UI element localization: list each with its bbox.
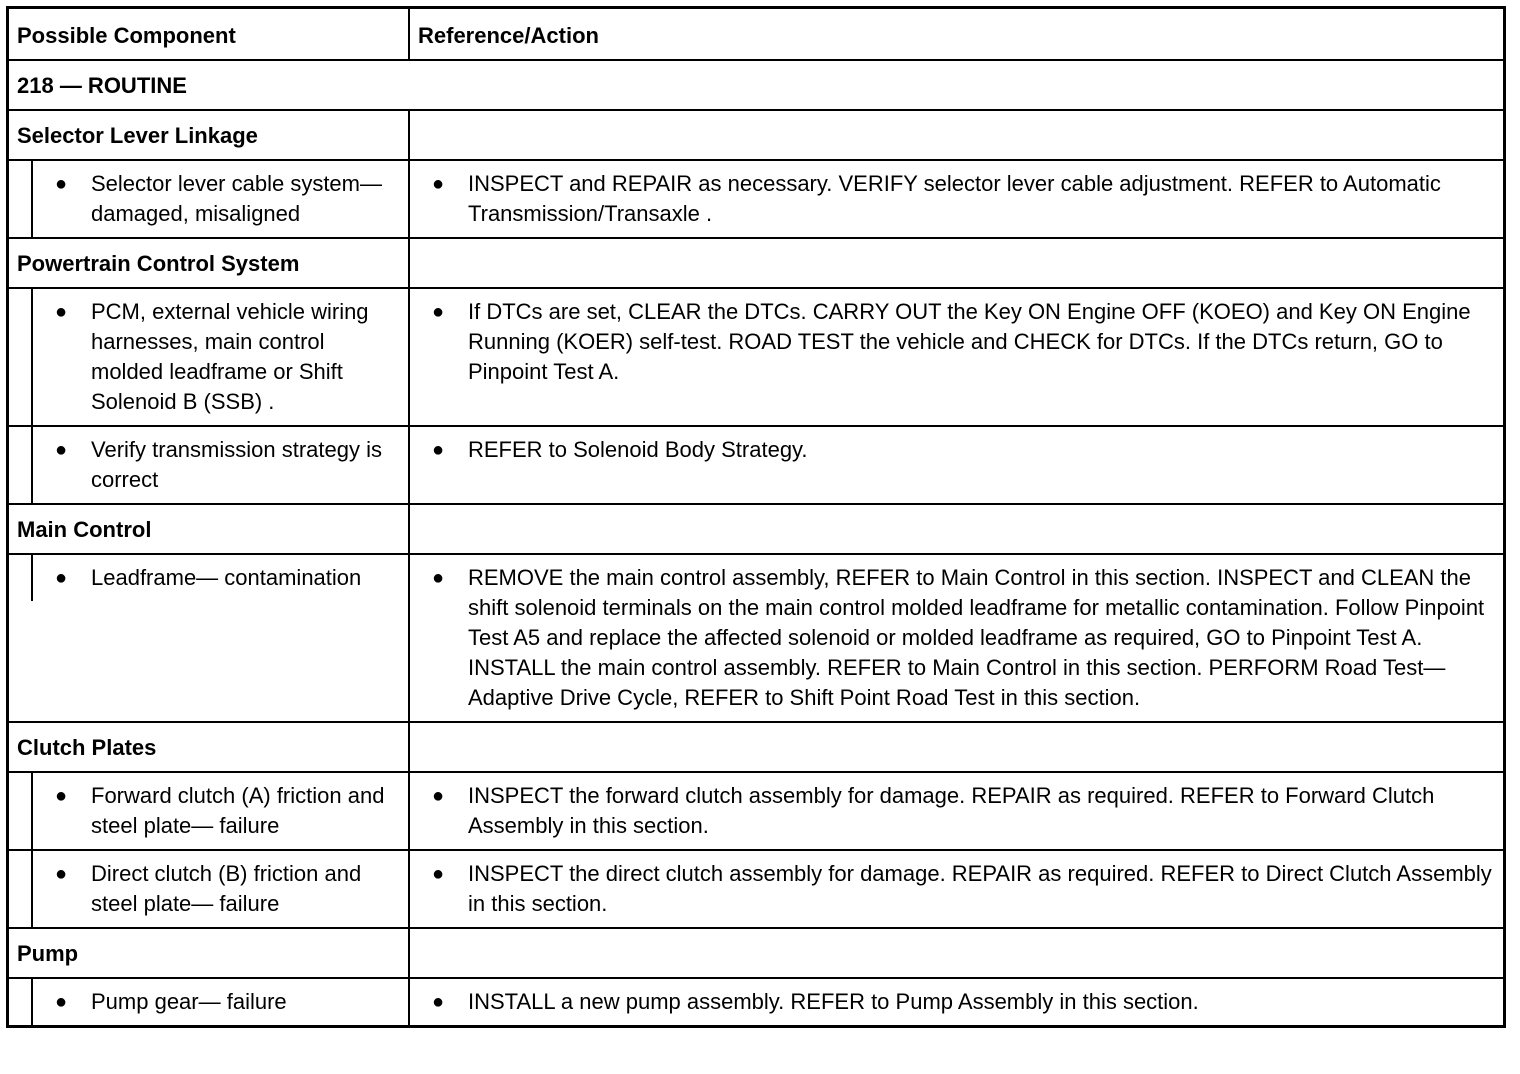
bullet-icon: ●: [55, 301, 68, 323]
component-text: Selector lever cable system— damaged, misaligned: [91, 171, 382, 226]
component-text: Verify transmission strategy is correct: [91, 437, 382, 492]
group-title: Pump: [9, 928, 409, 978]
component-cell: [9, 288, 409, 426]
component-cell: [9, 850, 409, 928]
group-row-main-control: [9, 504, 1503, 554]
table-row: [9, 772, 1503, 850]
action-cell: [409, 160, 1503, 238]
header-possible-component: Possible Component: [9, 9, 409, 60]
bullet-icon: ●: [55, 439, 68, 461]
group-empty-cell: [409, 504, 1503, 554]
component-indent: [31, 427, 408, 503]
bullet-icon: ●: [432, 863, 445, 885]
action-cell: [409, 978, 1503, 1025]
group-empty-cell: [409, 928, 1503, 978]
group-empty-cell: [409, 722, 1503, 772]
header-reference-action: Reference/Action: [409, 9, 1503, 60]
group-row-pump: [9, 928, 1503, 978]
action-cell: [409, 554, 1503, 722]
table-row: [9, 426, 1503, 504]
component-cell: [9, 160, 409, 238]
bullet-icon: ●: [432, 301, 445, 323]
bullet-icon: ●: [432, 173, 445, 195]
component-text: PCM, external vehicle wiring harnesses, main control molded leadframe or Shift Solenoid B (SSB) .: [91, 299, 369, 414]
group-row-powertrain-control-system: [9, 238, 1503, 288]
table-row: [9, 850, 1503, 928]
action-text: INSPECT the direct clutch assembly for damage. REPAIR as required. REFER to Direct Clutch Assembly in this section.: [468, 861, 1492, 916]
table-row: [9, 160, 1503, 238]
component-cell: [9, 554, 409, 722]
action-text: REFER to Solenoid Body Strategy.: [468, 437, 808, 462]
group-title: Clutch Plates: [9, 722, 409, 772]
action-cell: [409, 772, 1503, 850]
group-row-selector-lever-linkage: [9, 110, 1503, 160]
component-indent: [31, 979, 408, 1025]
component-text: Leadframe— contamination: [91, 565, 362, 590]
table-row: [9, 978, 1503, 1025]
bullet-icon: ●: [432, 785, 445, 807]
diagnostic-table-sheet: [6, 6, 1506, 1028]
action-text: INSTALL a new pump assembly. REFER to Pump Assembly in this section.: [468, 989, 1199, 1014]
table-row: [9, 288, 1503, 426]
diagnostic-table: [9, 9, 1503, 1025]
bullet-icon: ●: [55, 567, 68, 589]
component-cell: [9, 772, 409, 850]
action-cell: [409, 288, 1503, 426]
component-cell: [9, 426, 409, 504]
group-row-clutch-plates: [9, 722, 1503, 772]
group-empty-cell: [409, 238, 1503, 288]
group-title: Powertrain Control System: [9, 238, 409, 288]
bullet-icon: ●: [55, 173, 68, 195]
bullet-icon: ●: [55, 785, 68, 807]
component-indent: [31, 555, 408, 601]
component-text: Pump gear— failure: [91, 989, 287, 1014]
bullet-icon: ●: [432, 991, 445, 1013]
action-cell: [409, 426, 1503, 504]
bullet-icon: ●: [432, 567, 445, 589]
group-title: Main Control: [9, 504, 409, 554]
routine-label: 218 — ROUTINE: [9, 60, 1503, 110]
component-indent: [31, 289, 408, 425]
header-row: [9, 9, 1503, 60]
component-indent: [31, 773, 408, 849]
action-text: REMOVE the main control assembly, REFER to Main Control in this section. INSPECT and CLEAN the shift solenoid terminals on the main control molded leadframe for metallic contamination. Follow Pinpoint Test A5 and replace the affected solenoid or molded leadframe as required, GO to Pinpoint Test A. INSTALL the main control assembly. REFER to Main Control in this section. PERFORM Road Test— Adaptive Drive Cycle, REFER to Shift Point Road Test in this section.: [468, 565, 1485, 710]
group-title: Selector Lever Linkage: [9, 110, 409, 160]
bullet-icon: ●: [432, 439, 445, 461]
action-text: INSPECT the forward clutch assembly for damage. REPAIR as required. REFER to Forward Clutch Assembly in this section.: [468, 783, 1435, 838]
component-text: Forward clutch (A) friction and steel plate— failure: [91, 783, 385, 838]
action-cell: [409, 850, 1503, 928]
component-cell: [9, 978, 409, 1025]
table-row: [9, 554, 1503, 722]
routine-row: [9, 60, 1503, 110]
group-empty-cell: [409, 110, 1503, 160]
action-text: INSPECT and REPAIR as necessary. VERIFY selector lever cable adjustment. REFER to Automatic Transmission/Transaxle .: [468, 171, 1441, 226]
component-text: Direct clutch (B) friction and steel plate— failure: [91, 861, 362, 916]
component-indent: [31, 161, 408, 237]
bullet-icon: ●: [55, 991, 68, 1013]
bullet-icon: ●: [55, 863, 68, 885]
component-indent: [31, 851, 408, 927]
action-text: If DTCs are set, CLEAR the DTCs. CARRY OUT the Key ON Engine OFF (KOEO) and Key ON Engine Running (KOER) self-test. ROAD TEST the vehicle and CHECK for DTCs. If the DTCs return, GO to Pinpoint Test A.: [468, 299, 1471, 384]
